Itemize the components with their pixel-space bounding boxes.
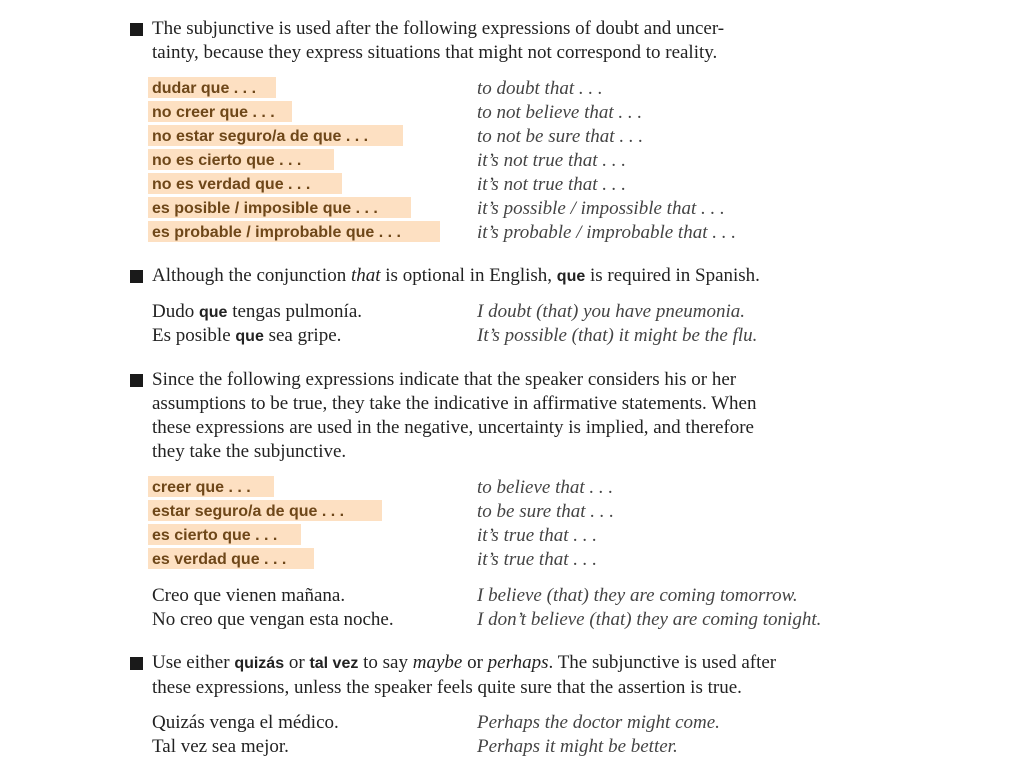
bullet-icon xyxy=(130,270,143,283)
example-row xyxy=(0,324,1024,348)
spanish-example: Creo que vienen mañana. xyxy=(152,585,346,606)
example-row xyxy=(0,711,1024,735)
list-item xyxy=(0,149,1024,173)
english-translation: Perhaps the doctor might come. xyxy=(477,712,720,733)
section2-text: Although the conjunction xyxy=(152,265,351,286)
section2-emphasis: that xyxy=(350,265,381,286)
section1-line-1: The subjunctive is used after the following expressions of doubt and uncer- xyxy=(152,18,725,39)
section3-paragraph xyxy=(152,368,852,464)
english-translation: it’s true that . . . xyxy=(477,549,597,570)
section4-text: . The subjunctive is used after xyxy=(548,652,777,673)
example-row xyxy=(0,735,1024,759)
spanish-term: estar seguro/a de que . . . xyxy=(152,503,345,520)
example-text: Dudo xyxy=(152,301,199,322)
section4-keyword: quizás xyxy=(234,655,285,672)
english-translation: it’s true that . . . xyxy=(477,525,597,546)
section4-keyword: tal vez xyxy=(309,655,359,672)
english-translation: it’s possible / impossible that . . . xyxy=(477,198,725,219)
english-translation: I don’t believe (that) they are coming tonight. xyxy=(477,609,822,630)
section2-text: is required in Spanish. xyxy=(585,265,760,286)
english-translation: it’s not true that . . . xyxy=(477,150,627,171)
section4-text: to say xyxy=(358,652,413,673)
list-item xyxy=(0,476,1024,500)
english-translation: Perhaps it might be better. xyxy=(477,736,678,757)
list-item xyxy=(0,548,1024,572)
english-translation: I doubt (that) you have pneumonia. xyxy=(477,301,746,322)
example-text: Es posible xyxy=(152,325,236,346)
example-row xyxy=(0,300,1024,324)
english-translation: It’s possible (that) it might be the flu. xyxy=(477,325,758,346)
spanish-term: es verdad que . . . xyxy=(152,551,287,568)
section2-text: is optional in English, xyxy=(380,265,557,286)
spanish-term: no es cierto que . . . xyxy=(152,152,302,169)
spanish-example: Tal vez sea mejor. xyxy=(152,736,289,757)
list-item xyxy=(0,221,1024,245)
section3-line-1: Since the following expressions indicate that the speaker considers his or her xyxy=(152,369,737,390)
spanish-term: es probable / improbable que . . . xyxy=(152,224,401,241)
section4-line-2: these expressions, unless the speaker feels quite sure that the assertion is true. xyxy=(152,677,742,698)
section4-text: Use either xyxy=(152,652,235,673)
bullet-icon xyxy=(130,657,143,670)
spanish-term: creer que . . . xyxy=(152,479,251,496)
spanish-term: no creer que . . . xyxy=(152,104,275,121)
spanish-example: No creo que vengan esta noche. xyxy=(152,609,394,630)
list-item xyxy=(0,125,1024,149)
example-text: sea gripe. xyxy=(263,325,342,346)
spanish-example: Quizás venga el médico. xyxy=(152,712,339,733)
section4-text: or xyxy=(284,652,310,673)
spanish-example xyxy=(152,300,362,325)
example-keyword: que xyxy=(235,328,264,345)
example-text: tengas pulmonía. xyxy=(227,301,362,322)
list-item xyxy=(0,500,1024,524)
section1-line-2: tainty, because they express situations that might not correspond to reality. xyxy=(152,42,718,63)
english-translation: to not be sure that . . . xyxy=(477,126,644,147)
english-translation: to not believe that . . . xyxy=(477,102,643,123)
list-item xyxy=(0,77,1024,101)
english-translation: to believe that . . . xyxy=(477,477,614,498)
example-keyword: que xyxy=(198,304,228,321)
section3-line-4: they take the subjunctive. xyxy=(152,441,347,462)
section4-emphasis: perhaps xyxy=(487,652,549,673)
spanish-term: es cierto que . . . xyxy=(152,527,278,544)
section4-text: or xyxy=(462,652,488,673)
spanish-term: dudar que . . . xyxy=(152,80,257,97)
english-translation: I believe (that) they are coming tomorrow. xyxy=(477,585,798,606)
example-row xyxy=(0,608,1024,632)
spanish-term: no estar seguro/a de que . . . xyxy=(152,128,369,145)
english-translation: it’s probable / improbable that . . . xyxy=(477,222,736,243)
bullet-icon xyxy=(130,23,143,36)
example-row xyxy=(0,584,1024,608)
english-translation: to doubt that . . . xyxy=(477,78,603,99)
list-item xyxy=(0,101,1024,125)
section4-emphasis: maybe xyxy=(412,652,463,673)
section3-line-3: these expressions are used in the negative, uncertainty is implied, and therefore xyxy=(152,417,754,438)
section2-keyword: que xyxy=(556,268,586,285)
spanish-term: es posible / imposible que . . . xyxy=(152,200,378,217)
spanish-example xyxy=(152,324,341,349)
section1-paragraph xyxy=(152,17,852,65)
english-translation: it’s not true that . . . xyxy=(477,174,627,195)
list-item xyxy=(0,173,1024,197)
list-item xyxy=(0,524,1024,548)
bullet-icon xyxy=(130,374,143,387)
spanish-term: no es verdad que . . . xyxy=(152,176,311,193)
section2-paragraph xyxy=(152,264,852,289)
english-translation: to be sure that . . . xyxy=(477,501,615,522)
list-item xyxy=(0,197,1024,221)
section4-paragraph xyxy=(152,651,852,700)
section3-line-2: assumptions to be true, they take the indicative in affirmative statements. When xyxy=(152,393,757,414)
